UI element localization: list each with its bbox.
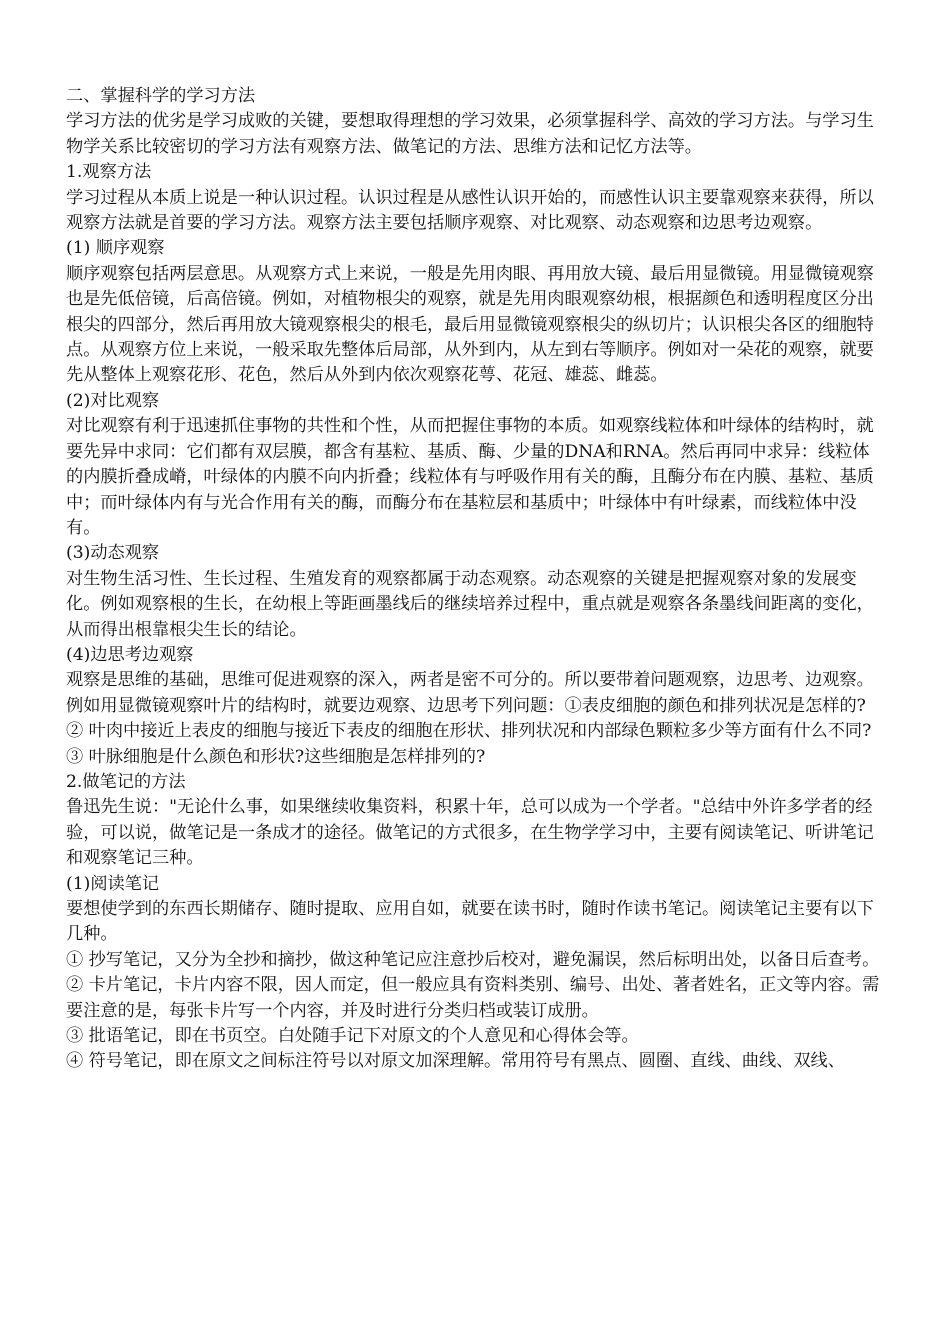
- paragraph: 学习过程从本质上说是一种认识过程。认识过程是从感性认识开始的，而感性认识主要靠观察来获得，所以观察方法就是首要的学习方法。观察方法主要包括顺序观察、对比观察、动态观察和边思考边观察。: [66, 187, 874, 234]
- list-item: ② 卡片笔记，卡片内容不限，因人而定，但一般应具有资料类别、编号、出处、著者姓名，正文等内容。需要注意的是，每张卡片写一个内容，并及时进行分类归档或装订成册。: [66, 975, 880, 1021]
- paragraph: 学习方法的优劣是学习成败的关键，要想取得理想的学习效果，必须掌握科学、高效的学习方法。与学习生物学关系比较密切的学习方法有观察方法、做笔记的方法、思维方法和记忆方法等。: [66, 111, 874, 157]
- list-item: ① 抄写笔记，又分为全抄和摘抄，做这种笔记应注意抄后校对，避免漏误，然后标明出处，以备日后查考。: [66, 949, 880, 970]
- subsection-heading: 2.做笔记的方法: [66, 771, 186, 792]
- list-item: ③ 批语笔记，即在书页空。白处随手记下对原文的个人意见和心得体会等。: [66, 1026, 639, 1047]
- paragraph: 观察是思维的基础，思维可促进观察的深入，两者是密不可分的。所以要带着问题观察，边思考、边观察。例如用显微镜观察叶片的结构时，就要边观察、边思考下列问题：①表皮细胞的颜色和排列状况是怎样的?② 叶肉中接近上表皮的细胞与接近下表皮的细胞在形状、排列状况和内部绿色颗粒多少等方面有什么不同?③ 叶脉细胞是什么颜色和形状?这些细胞是怎样排列的?: [66, 670, 874, 767]
- item-heading: (3)动态观察: [66, 543, 160, 564]
- list-item: ④ 符号笔记，即在原文之间标注符号以对原文加深理解。常用符号有黑点、圆圈、直线、曲线、双线、: [66, 1051, 845, 1072]
- section-heading: 二、掌握科学的学习方法: [66, 86, 256, 106]
- paragraph: 对生物生活习性、生长过程、生殖发育的观察都属于动态观察。动态观察的关键是把握观察对象的发展变化。例如观察根的生长，在幼根上等距画墨线后的继续培养过程中，重点就是观察各条墨线间距离的变化，从而得出根靠根尖生长的结论。: [66, 568, 874, 640]
- paragraph: 鲁迅先生说："无论什么事，如果继续收集资料，积累十年，总可以成为一个学者。"总结中外许多学者的经验，可以说，做笔记是一条成才的途径。做笔记的方式很多，在生物学学习中，主要有阅读笔记、听讲笔记和观察笔记三种。: [66, 797, 874, 869]
- paragraph: 顺序观察包括两层意思。从观察方式上来说，一般是先用肉眼、再用放大镜、最后用显微镜。用显微镜观察也是先低倍镜，后高倍镜。例如，对植物根尖的观察，就是先用肉眼观察幼根，根据颜色和透明程度区分出根尖的四部分，然后再用放大镜观察根尖的根毛，最后用显微镜观察根尖的纵切片；认识根尖各区的细胞特点。从观察方位上来说，一般采取先整体后局部，从外到内，从左到右等顺序。例如对一朵花的观察，就要先从整体上观察花形、花色，然后从外到内依次观察花萼、花冠、雄蕊、雌蕊。: [66, 263, 874, 386]
- item-heading: (1) 顺序观察: [66, 238, 165, 259]
- item-heading: (4)边思考边观察: [66, 644, 194, 665]
- paragraph: 对比观察有利于迅速抓住事物的共性和个性，从而把握住事物的本质。如观察线粒体和叶绿体的结构时，就要先异中求同：它们都有双层膜，都含有基粒、基质、酶、少量的DNA和RNA。然后再同中求异：线粒体的内膜折叠成嵴，叶绿体的内膜不向内折叠；线粒体有与呼吸作用有关的酶，且酶分布在内膜、基粒、基质中；而叶绿体内有与光合作用有关的酶，而酶分布在基粒层和基质中；叶绿体中有叶绿素，而线粒体中没有。: [66, 416, 874, 538]
- paragraph: 要想使学到的东西长期储存、随时提取、应用自如，就要在读书时，随时作读书笔记。阅读笔记主要有以下几种。: [66, 899, 874, 945]
- item-heading: (2)对比观察: [66, 390, 160, 411]
- subsection-heading: 1.观察方法: [66, 162, 152, 183]
- document-page: [66, 84, 882, 1075]
- item-heading: (1)阅读笔记: [66, 873, 160, 894]
